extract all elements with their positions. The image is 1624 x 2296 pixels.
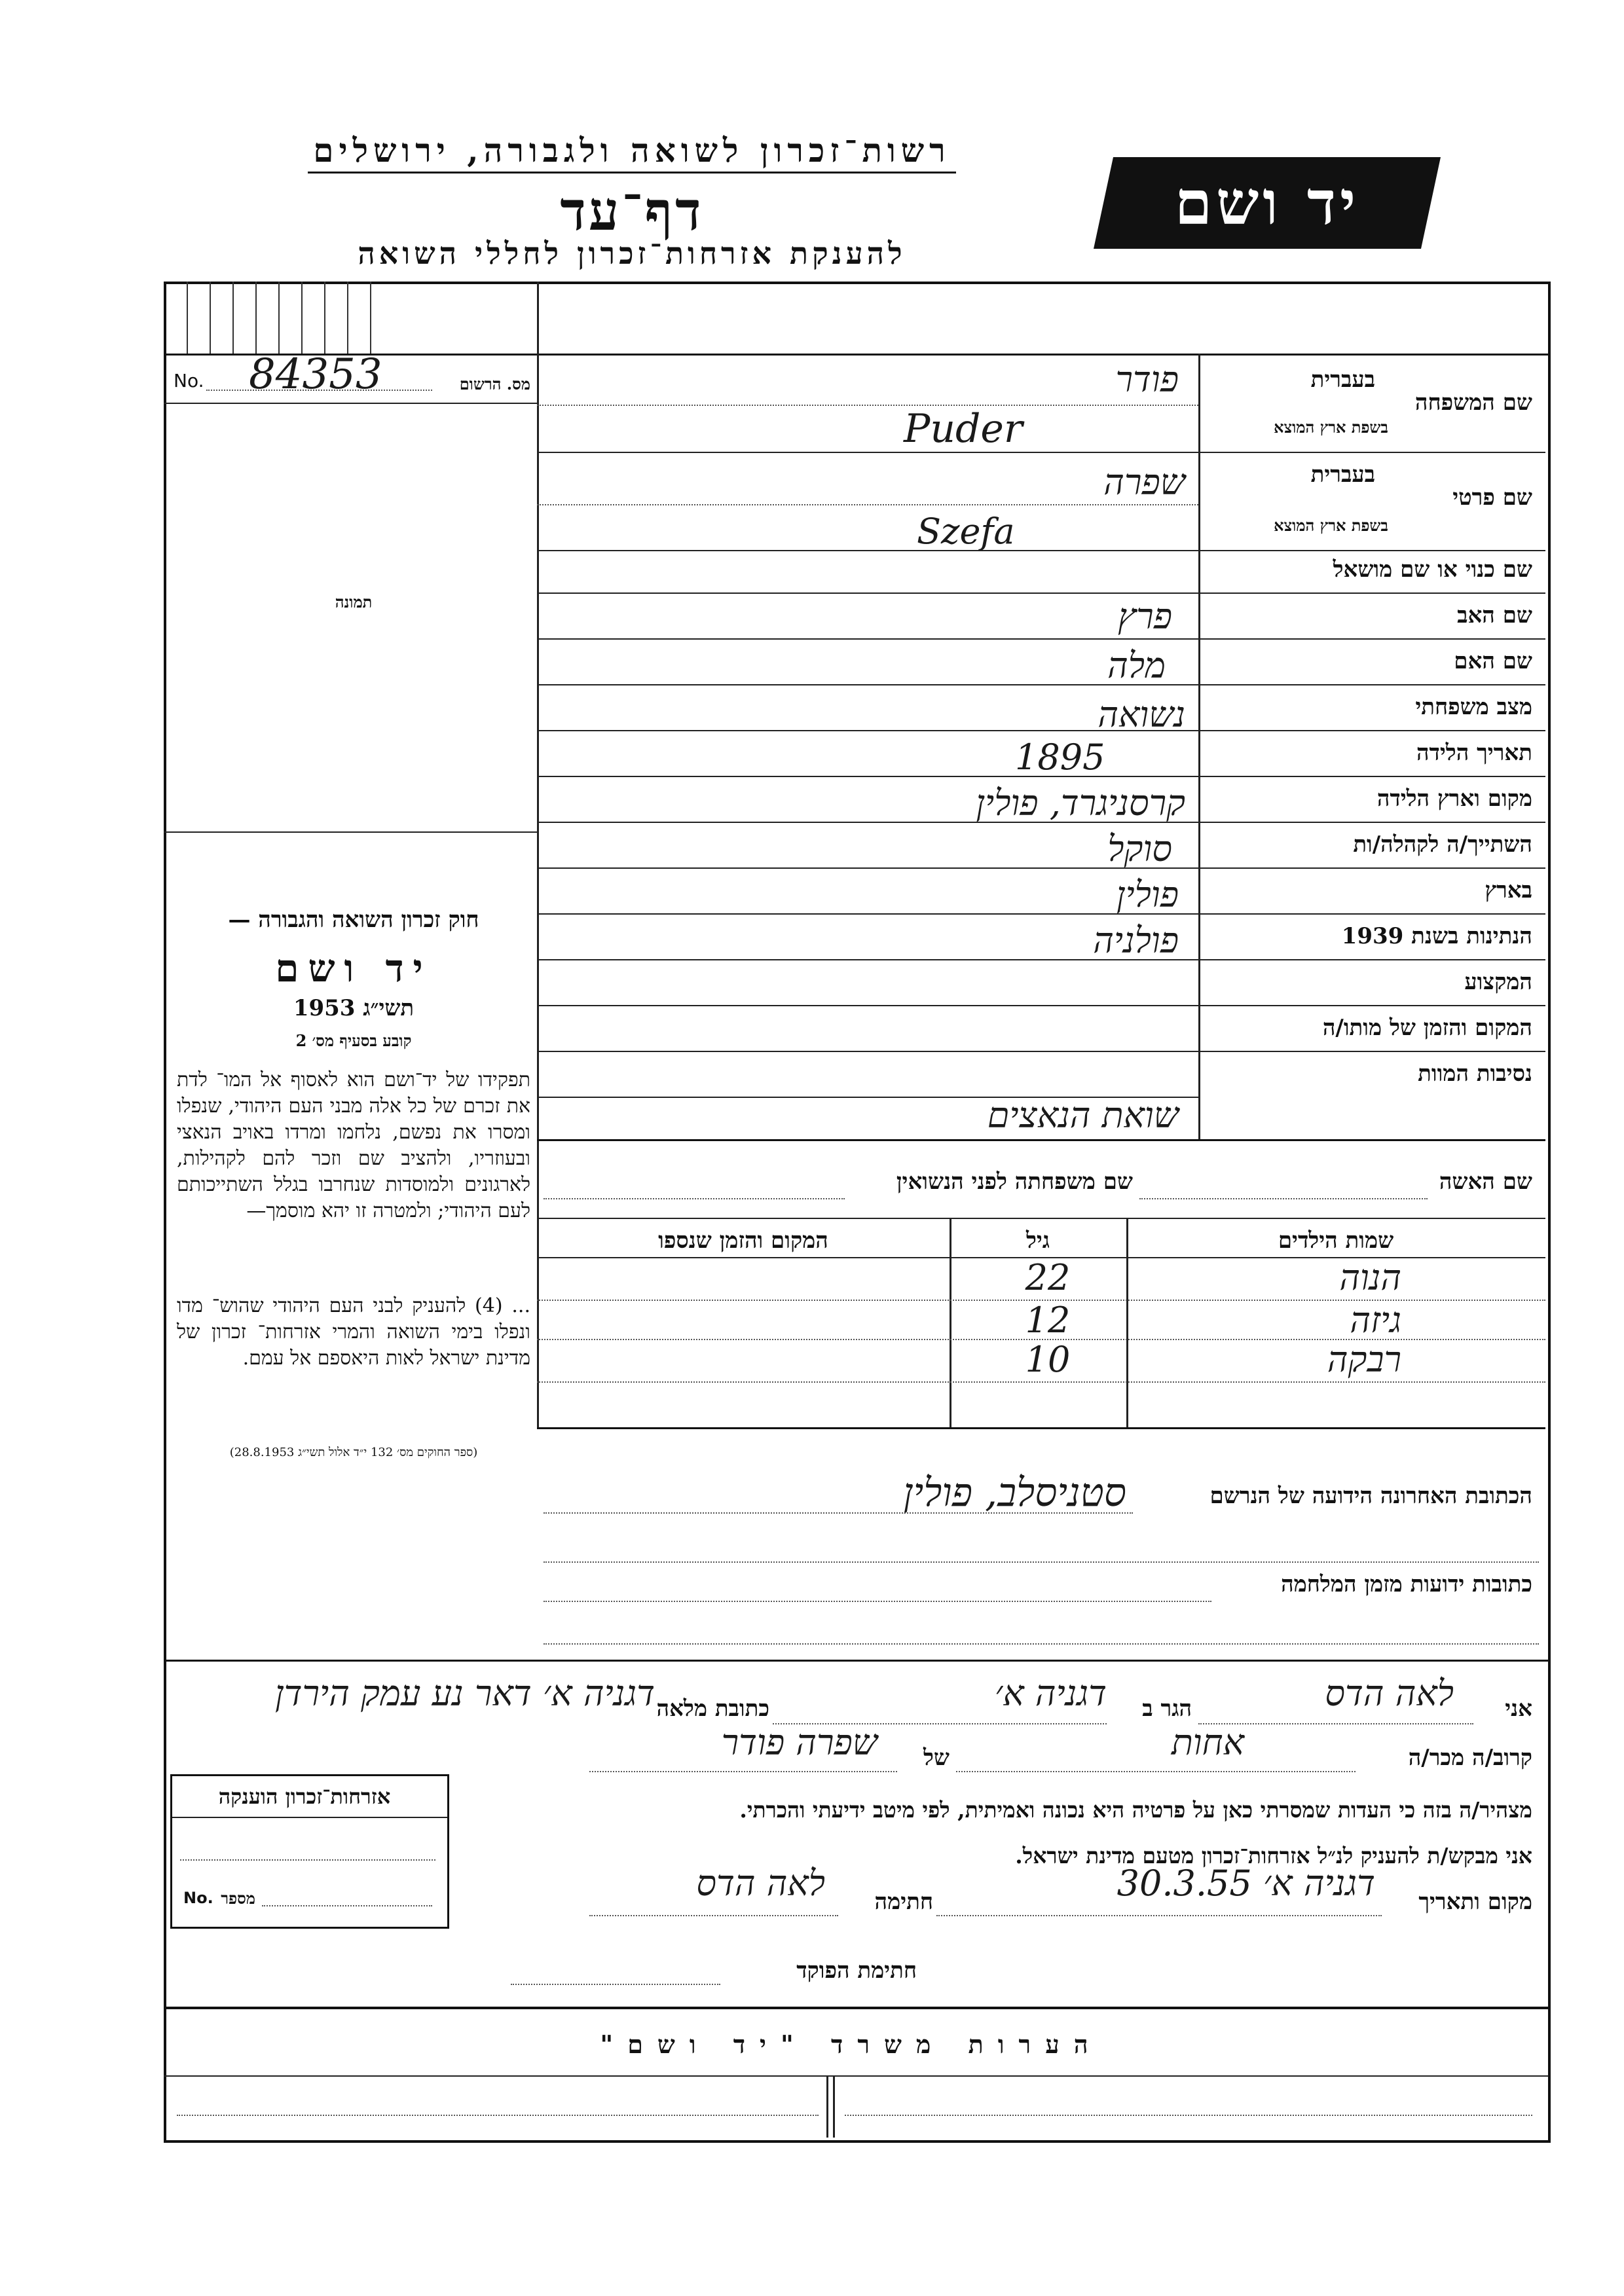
label-death-circumstances: נסיבות המוות	[1418, 1061, 1532, 1087]
photo-label: תמונה	[335, 592, 373, 611]
family-name-origin: Puder	[904, 406, 1023, 452]
authority-title: רשות־זכרון לשואה ולגבורה, ירושלים	[313, 131, 951, 170]
label-community: השתייך/ה לקהלה/ות	[1353, 831, 1532, 858]
label-officer-signature: חתימת הפוקד	[796, 1958, 917, 1984]
last-address: סטניסלב, פולין	[903, 1470, 1126, 1516]
label-marital-status: מצב משפחתי	[1415, 694, 1532, 720]
label-nickname: שם כנוי או שם מושאל	[1333, 556, 1532, 583]
yad-vashem-logo	[1094, 151, 1441, 255]
child-name: הנוה	[1339, 1257, 1401, 1298]
community: סוקל	[1107, 828, 1172, 869]
form-subtitle: להענקת אזרחות־זכרון לחללי השואה	[358, 236, 906, 271]
signature: לאה הדס	[696, 1863, 825, 1904]
label-maiden-name: שם משפחתה לפני הנשואין	[896, 1169, 1133, 1195]
title-underline	[308, 172, 956, 173]
full-address: דגניה א׳ דאר נע עמק הירדן	[274, 1673, 655, 1714]
label-age: גיל	[1025, 1228, 1050, 1254]
label-origin-2: בשפת ארץ המוצא	[1274, 516, 1388, 535]
relation: אחות	[1171, 1722, 1244, 1763]
label-resides: הגר ב	[1142, 1696, 1192, 1722]
citizenship-1939: פולניה	[1093, 920, 1179, 961]
label-signature: חתימה	[874, 1889, 933, 1915]
no-label: No.	[174, 370, 204, 392]
law-clause: קובע בסעיף מס׳ 2	[295, 1031, 412, 1050]
svg-text:יד ושם: יד ושם	[1174, 168, 1360, 238]
label-citizenship-1939: הנתינות בשנת 1939	[1341, 923, 1532, 949]
father-name: פרץ	[1118, 596, 1172, 637]
statement-2: אני מבקש/ת להעניק לנ״ל אזרחות־זכרון מטעם מדינת ישראל.	[1015, 1843, 1532, 1868]
certificate-number-label: מספר	[221, 1889, 255, 1908]
label-wartime-addresses: כתובות ידועות מזמן המלחמה	[1281, 1571, 1532, 1597]
death-circumstances: שואת הנאצים	[987, 1095, 1179, 1136]
label-family-name: שם המשפחה	[1414, 390, 1532, 416]
label-profession: המקצוע	[1464, 969, 1532, 995]
label-birth-place: מקום וארץ הלידה	[1376, 786, 1532, 812]
label-first-name: שם פרטי	[1452, 484, 1532, 511]
statement-1: מצהיר/ה בזה כי העדות שמסרתי כאן על פרטיה היא נכונה ואמיתית, לפי מיטב ידיעתי והכרתי.	[739, 1797, 1532, 1823]
label-origin-1: בשפת ארץ המוצא	[1274, 418, 1388, 437]
first-name-hebrew: שפרה	[1103, 462, 1185, 503]
certificate-no-label: No.	[183, 1889, 213, 1907]
marital-status: נשואה	[1098, 694, 1185, 735]
child-age: 10	[1025, 1339, 1071, 1380]
law-year: תשי״ג 1953	[293, 995, 415, 1021]
country: פולין	[1116, 874, 1179, 915]
law-ref: (ספר החוקים מס׳ 132 י״ד אלול תשי״ג 28.8.1953)	[229, 1446, 478, 1459]
mother-name: מלה	[1107, 645, 1166, 686]
label-last-address: הכתובת האחרונה הידועה של הנרשם	[1209, 1483, 1532, 1509]
form-title: דף־עד	[560, 180, 704, 243]
reg-label: מס. הרשום	[459, 374, 530, 393]
label-birth-date: תאריך הלידה	[1416, 740, 1532, 766]
label-of: של	[923, 1745, 950, 1771]
child-name: רבקה	[1327, 1339, 1401, 1380]
birth-place: קרסניגרד, פולין	[976, 782, 1185, 824]
label-father-name: שם האב	[1457, 602, 1532, 629]
label-relation: קרוב/ה מכר/ה	[1408, 1745, 1532, 1771]
label-full-address: כתובת מלאה	[656, 1696, 769, 1722]
label-i: אני	[1505, 1696, 1532, 1722]
label-country: בארץ	[1485, 877, 1532, 903]
law-name: יד ושם	[275, 946, 432, 991]
child-age: 22	[1025, 1257, 1071, 1298]
label-hebrew-1: בעברית	[1310, 367, 1375, 393]
birth-date: 1895	[1015, 737, 1105, 778]
of-name: שפרה פודר	[721, 1722, 877, 1763]
label-children-names: שמות הילדים	[1278, 1228, 1394, 1254]
certificate-title: אזרחות־זכרון הוענקה	[218, 1784, 391, 1809]
law-title: חוק זכרון השואה והגבורה —	[228, 907, 479, 933]
label-hebrew-2: בעברית	[1310, 462, 1375, 488]
declarant-city: דגניה א׳	[994, 1673, 1107, 1714]
label-wife-name: שם האשה	[1439, 1169, 1532, 1195]
declarant-name: לאה הדס	[1325, 1673, 1454, 1714]
label-death-place-time: המקום והזמן של מותו/ה	[1322, 1015, 1532, 1041]
first-name-origin: Szefa	[917, 511, 1015, 552]
child-age: 12	[1025, 1300, 1071, 1341]
office-notes-title: הערות משרד "יד ושם"	[600, 2030, 1103, 2059]
law-text-2: ... (4) להעניק לבני העם היהודי שהוש־ מדו ונפלו בימי השואה והמרי אזרחות־ זכרון של מדינת ישראל לאות היאספם אל עמם.	[177, 1294, 530, 1370]
family-name-hebrew: פודר	[1115, 359, 1179, 400]
law-text-1: תפקידו של יד־ושם הוא לאסוף אל המו־ לדת את זכרם של כל אלה מבני העם היהודי, שנפלו ומסרו את נפשם, נלחמו ומרדו באויב הנאצי ובעוזריו, ולהציב שם וזכר להם לקהילות, לארגונים ולמוסדות שנחרבו בגלל השתייכותם לעם היהודי; ולמטרה זו יהא מוסמך—	[177, 1068, 530, 1222]
label-place-time-perished: המקום והזמן שנספו	[658, 1228, 828, 1254]
child-name: גיזה	[1350, 1300, 1401, 1341]
place-date: דגניה א׳ 30.3.55	[1116, 1863, 1375, 1904]
registration-number: 84353	[249, 350, 382, 399]
label-place-date: מקום ותאריך	[1418, 1889, 1532, 1915]
label-mother-name: שם האם	[1454, 648, 1532, 674]
